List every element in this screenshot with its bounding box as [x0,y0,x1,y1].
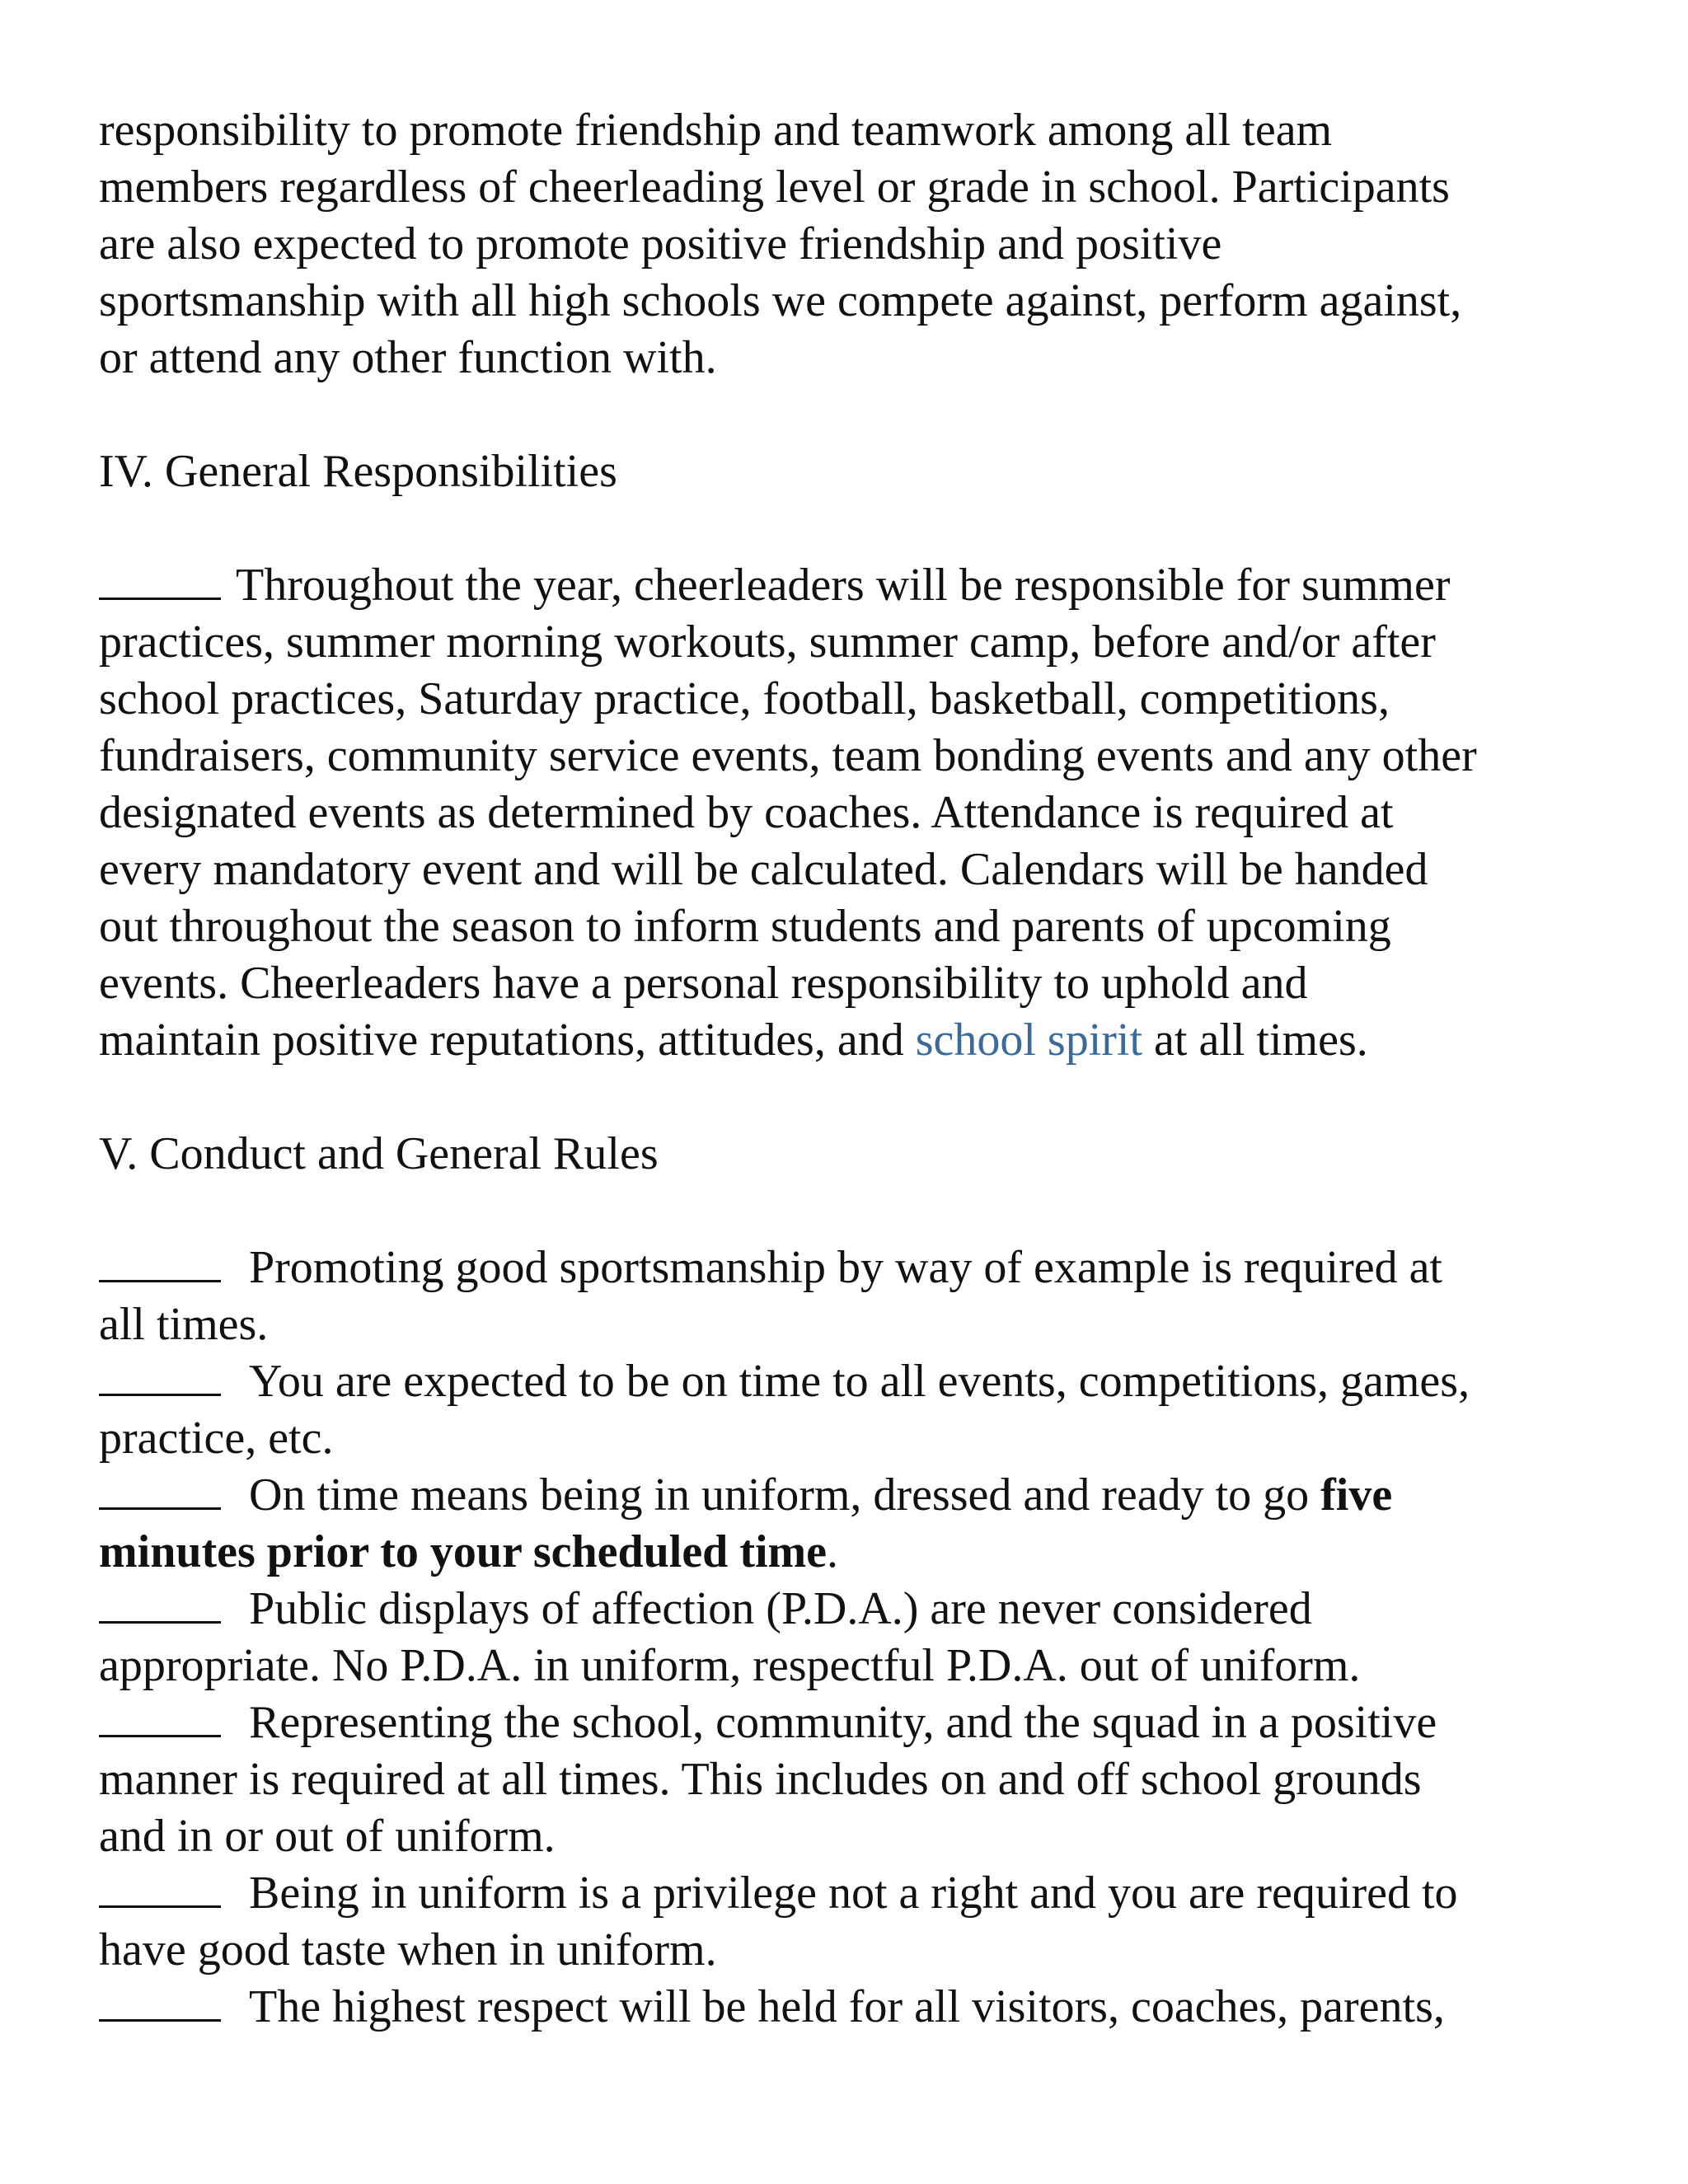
school-spirit-link[interactable]: school spirit [915,1015,1143,1066]
rule-sportsmanship [99,1240,1582,1353]
general-responsibilities-paragraph [99,557,1582,1069]
section-heading-general-responsibilities: IV. General Responsibilities [99,446,617,497]
rule-pda [99,1581,1582,1694]
rule-text: Being in uniform is a privilege not a right and you are required to have good taste when in uniform. [99,1868,1458,1975]
rule-text: Representing the school, community, and the squad in a positive manner is required at all times. This includes on and off school grounds and in or out of uniform. [99,1697,1437,1862]
rule-text-end: . [827,1526,839,1577]
initial-blank [99,1582,221,1624]
initial-blank [99,1355,221,1396]
rule-on-time-definition [99,1467,1582,1581]
rule-emphasis: five [1320,1469,1393,1521]
rule-text: Promoting good sportsmanship by way of example is required at all times. [99,1242,1442,1350]
document-page [99,102,1582,2036]
section-heading-conduct: V. Conduct and General Rules [99,1128,659,1179]
rule-uniform-privilege [99,1865,1582,1979]
initial-blank [99,559,221,600]
initial-blank [99,1469,221,1510]
initial-blank [99,1241,221,1282]
rule-text: Public displays of affection (P.D.A.) are never considered appropriate. No P.D.A. in uniform, respectful P.D.A. out of uniform. [99,1583,1361,1691]
rule-text: On time means being in uniform, dressed and ready to go [249,1469,1321,1521]
rule-on-time [99,1353,1582,1467]
initial-blank [99,1867,221,1908]
general-responsibilities-text-end: at all times. [1142,1015,1368,1066]
general-responsibilities-text: Throughout the year, cheerleaders will be responsible for summer practices, summer morning workouts, summer camp, before and/or after school practices, Saturday practice, football, basketball, competitions, fundraisers, community service events, team bonding events and any other designated events as determined by coaches. Attendance is required at every mandatory event and will be calculated. Calendars will be handed out throughout the season to inform students and parents of upcoming events. Cheerleaders have a personal responsibility to uphold and maintain positive reputations, attitudes, and [99,560,1477,1066]
rule-representing [99,1694,1582,1865]
rule-respect [99,1979,1582,2036]
rule-text: The highest respect will be held for all visitors, coaches, parents, [249,1981,1445,2032]
intro-paragraph: responsibility to promote friendship and teamwork among all team members regardless of cheerleading level or grade in school. Participants are also expected to promote positive friendship and positive sportsmanship with all high schools we compete against, perform against, or attend any other function with. [99,105,1462,383]
initial-blank [99,1696,221,1737]
rule-emphasis: minutes prior to your scheduled time [99,1526,828,1577]
initial-blank [99,1980,221,2022]
rule-text: You are expected to be on time to all events, competitions, games, practice, etc. [99,1356,1470,1464]
